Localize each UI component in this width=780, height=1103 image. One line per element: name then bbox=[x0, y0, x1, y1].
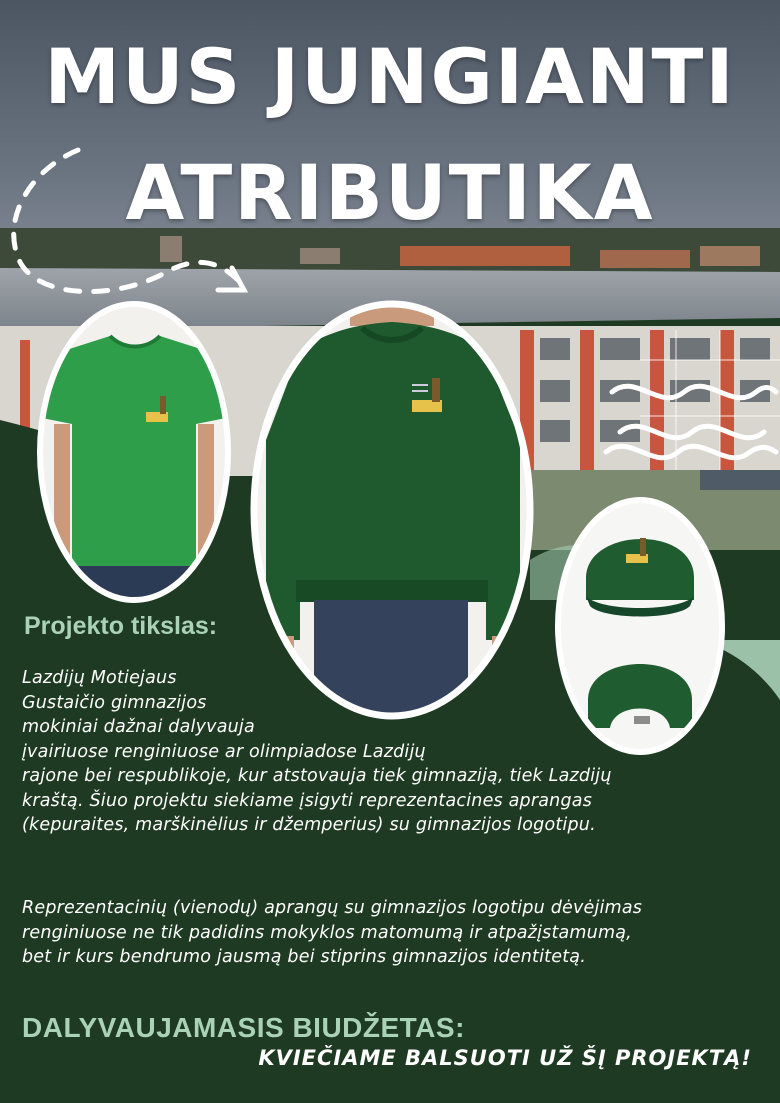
paragraph-line: Reprezentacinių (vienodų) aprangų su gimnazijos logotipu dėvėjimas bbox=[22, 898, 643, 918]
page-title-line1: MUS JUNGIANTI bbox=[44, 32, 736, 121]
paragraph-line: mokiniai dažnai dalyvauja bbox=[22, 717, 255, 737]
paragraph-line: (kepuraites, marškinėlius ir džemperius) su gimnazijos logotipu. bbox=[22, 815, 596, 835]
goal-paragraph-2 bbox=[22, 896, 642, 970]
paragraph-line: Lazdijų Motiejaus bbox=[22, 668, 177, 688]
paragraph-line: kraštą. Šiuo projektu siekiame įsigyti reprezentacines aprangas bbox=[22, 790, 593, 811]
goal-paragraph-1 bbox=[22, 666, 612, 838]
paragraph-line: Gustaičio gimnazijos bbox=[22, 692, 207, 713]
goal-heading: Projekto tikslas: bbox=[24, 612, 218, 640]
paragraph-line: bet ir kurs bendrumo jausmą bei stiprins gimnazijos identitetą. bbox=[22, 947, 586, 967]
paragraph-line: renginiuose ne tik padidins mokyklos matomumą ir atpažįstamumą, bbox=[22, 922, 632, 943]
budget-heading: DALYVAUJAMASIS BIUDŽETAS: bbox=[22, 1012, 465, 1043]
paragraph-line: įvairiuose renginiuose ar olimpiadose Lazdijų bbox=[22, 741, 426, 762]
paragraph-line: rajone bei respublikoje, kur atstovauja tiek gimnaziją, tiek Lazdijų bbox=[22, 766, 612, 786]
page-title-line2: ATRIBUTIKA bbox=[125, 148, 655, 237]
vote-call-to-action: KVIEČIAME BALSUOTI UŽ ŠĮ PROJEKTĄ! bbox=[258, 1046, 752, 1070]
